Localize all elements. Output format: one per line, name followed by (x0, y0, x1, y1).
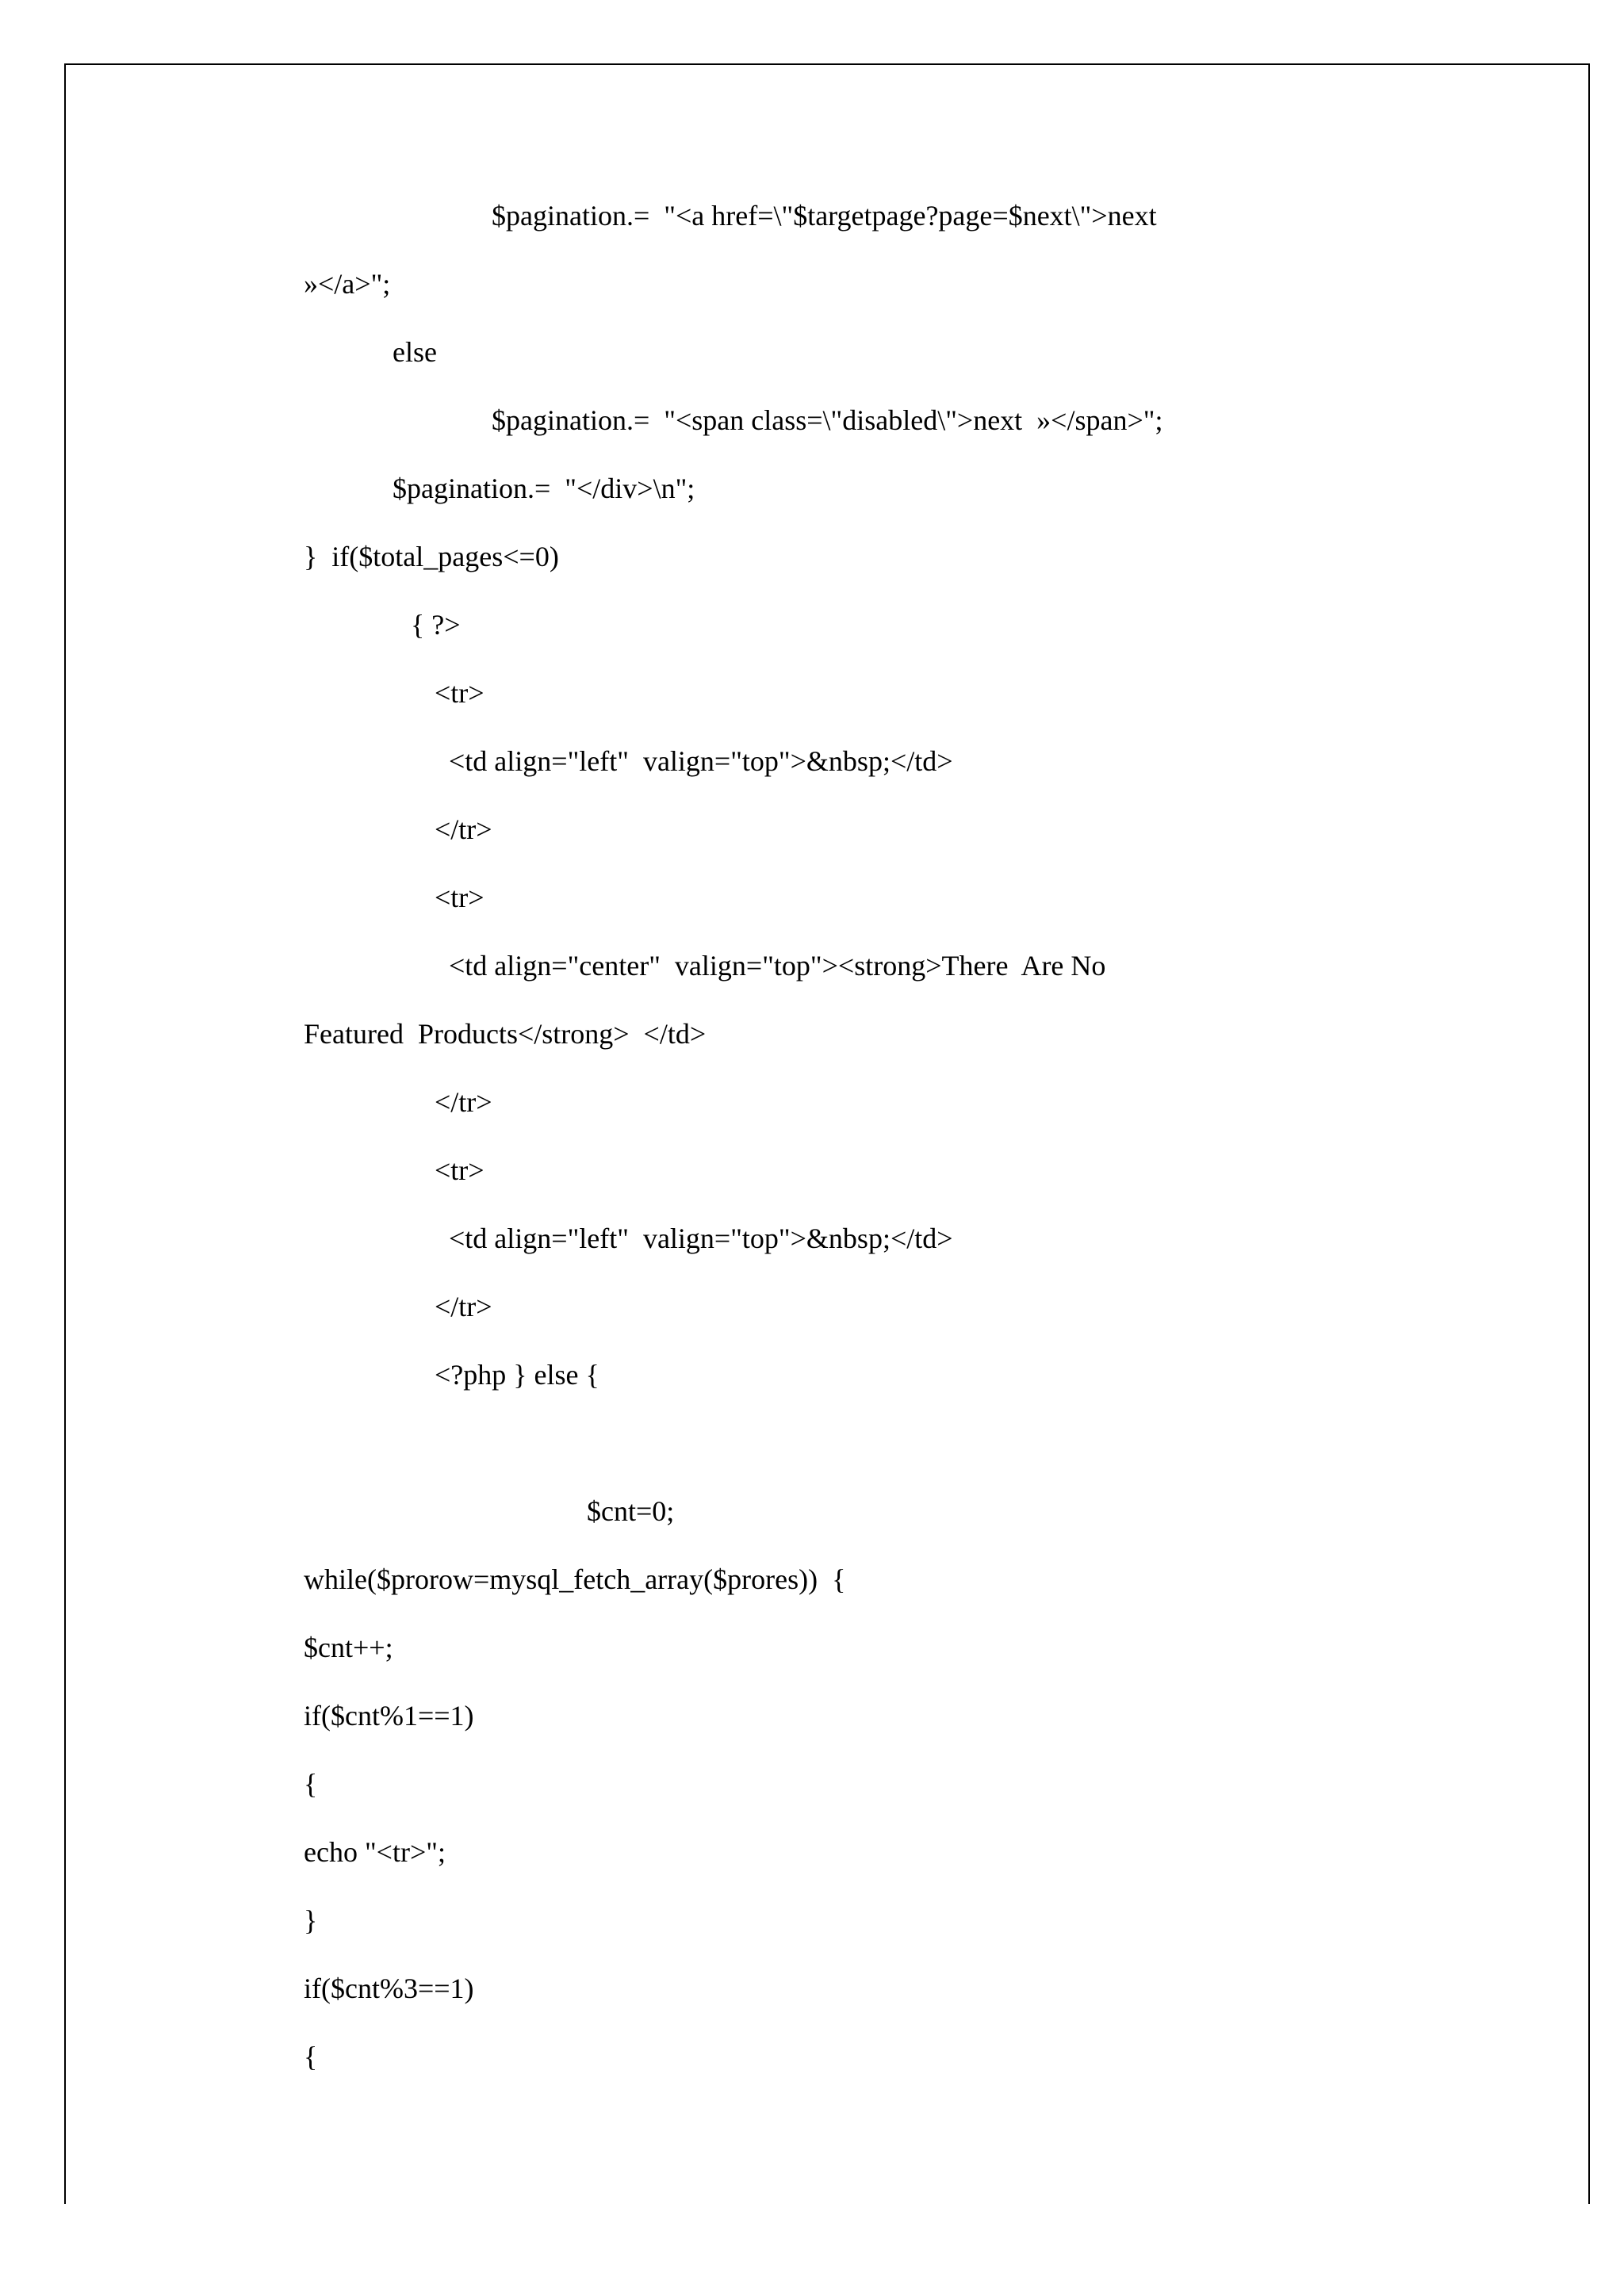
code-line: <td align="left" valign="top">&nbsp;</td> (449, 745, 953, 777)
code-line: echo "<tr>"; (304, 1836, 446, 1868)
code-line: </tr> (435, 813, 492, 845)
code-line: <tr> (435, 1154, 485, 1186)
code-line: if($cnt%3==1) (304, 1973, 474, 2004)
code-line: </tr> (435, 1086, 492, 1118)
code-line: <?php } else { (435, 1359, 599, 1391)
code-line: if($cnt%1==1) (304, 1700, 474, 1732)
code-line: $cnt++; (304, 1632, 393, 1663)
code-line: else (393, 336, 437, 368)
code-line: »</a>"; (304, 268, 391, 300)
code-line: $pagination.= "<a href=\"$targetpage?page=$next\">next (492, 200, 1157, 232)
code-line: <tr> (435, 677, 485, 709)
page-border (64, 63, 1590, 2204)
code-line: } (304, 1904, 318, 1936)
code-line: <td align="center" valign="top"><strong>There Are No (449, 950, 1106, 982)
code-line: <td align="left" valign="top">&nbsp;</td> (449, 1223, 953, 1254)
code-line: } if($total_pages<=0) (304, 541, 559, 572)
code-line: <tr> (435, 882, 485, 913)
code-line: $cnt=0; (587, 1495, 675, 1527)
code-line: </tr> (435, 1291, 492, 1322)
code-line: Featured Products</strong> </td> (304, 1018, 707, 1050)
code-line: $pagination.= "</div>\n"; (393, 473, 695, 504)
code-line: while($prorow=mysql_fetch_array($prores)) { (304, 1563, 846, 1595)
code-line: { (304, 1768, 318, 1800)
code-line: $pagination.= "<span class=\"disabled\">next »</span>"; (492, 404, 1163, 436)
code-line: { (304, 2041, 318, 2072)
code-line: { ?> (411, 609, 461, 641)
